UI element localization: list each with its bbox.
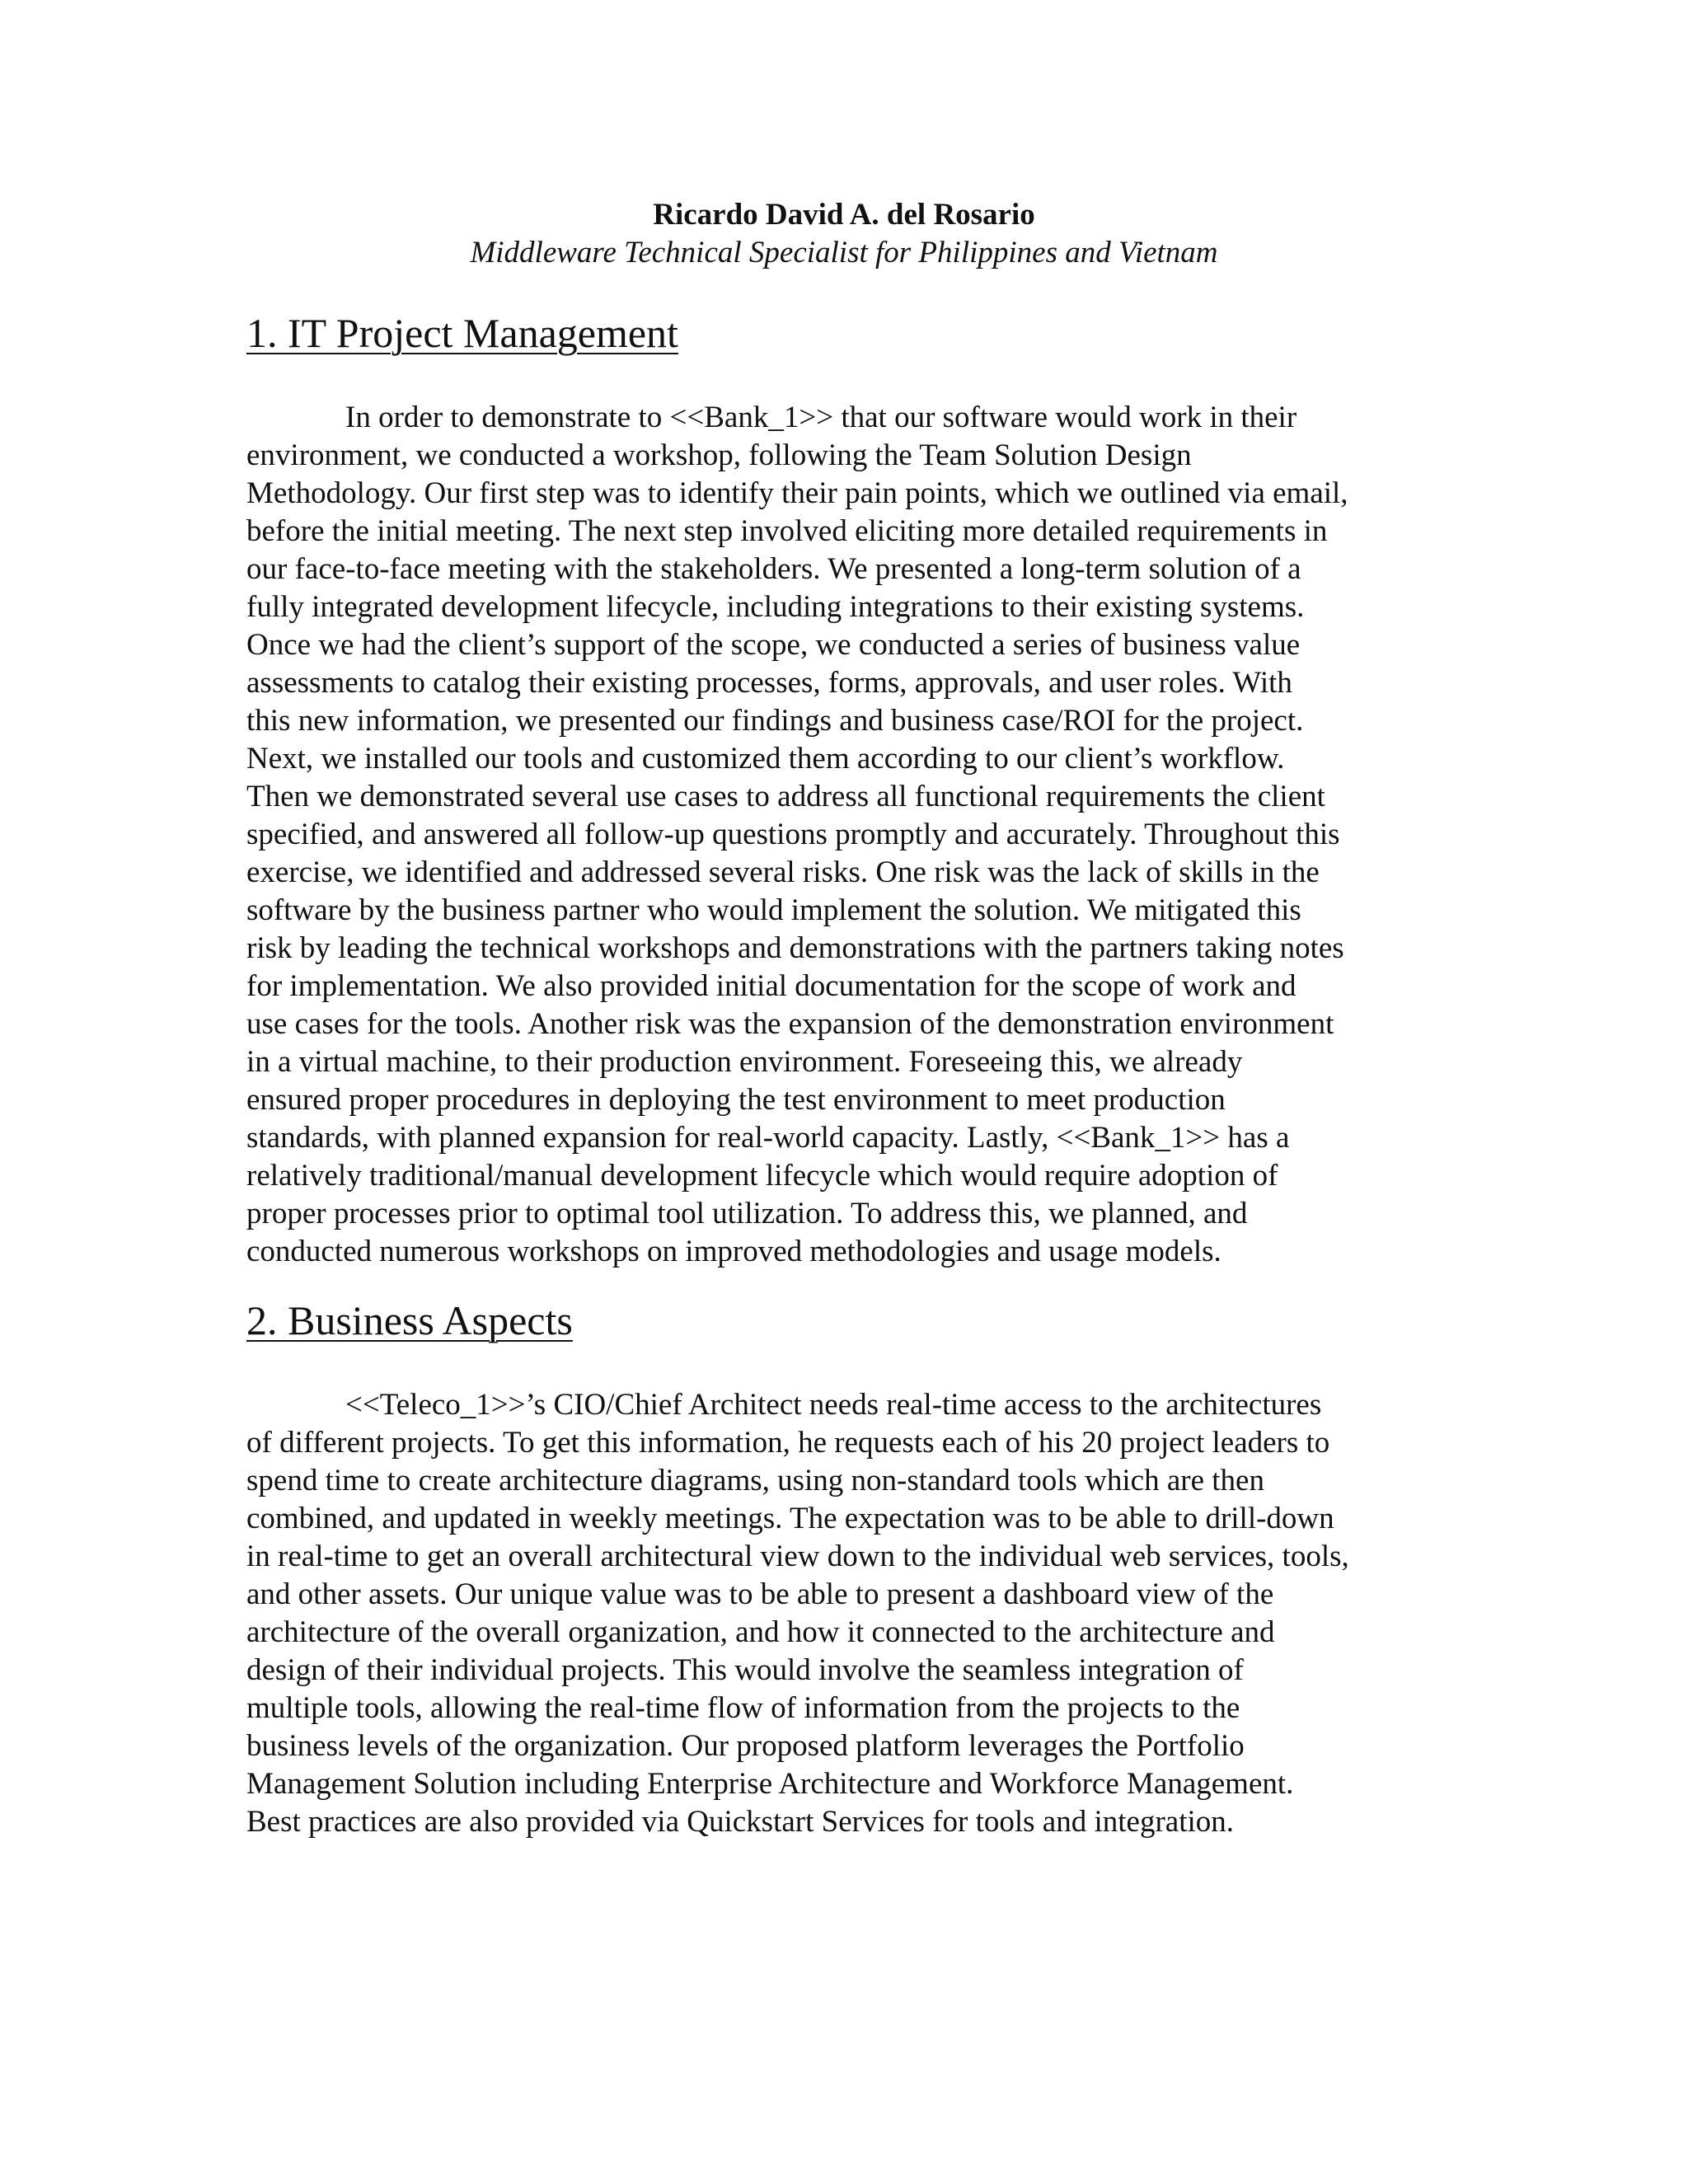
body-line: our face-to-face meeting with the stakeholders. We presented a long-term solution of a [246,552,1301,586]
body-line: fully integrated development lifecycle, including integrations to their existing systems. [246,590,1305,624]
body-line: design of their individual projects. This would involve the seamless integration of [246,1653,1244,1687]
body-line: use cases for the tools. Another risk was the expansion of the demonstration environment [246,1007,1334,1041]
body-line: Then we demonstrated several use cases to address all functional requirements the client [246,780,1325,813]
body-line: combined, and updated in weekly meetings. The expectation was to be able to drill-down [246,1502,1334,1535]
body-line: Once we had the client’s support of the scope, we conducted a series of business value [246,628,1301,662]
body-line: in real-time to get an overall architectural view down to the individual web services, tools, [246,1540,1349,1573]
body-line: Next, we installed our tools and customized them according to our client’s workflow. [246,742,1285,776]
section-body [246,399,1450,1271]
body-line: and other assets. Our unique value was to be able to present a dashboard view of the [246,1577,1274,1611]
section-heading: 2. Business Aspects [246,1297,573,1343]
body-line: proper processes prior to optimal tool utilization. To address this, we planned, and [246,1197,1248,1230]
body-line: specified, and answered all follow-up questions promptly and accurately. Throughout this [246,818,1340,851]
body-line: conducted numerous workshops on improved methodologies and usage models. [246,1235,1221,1268]
body-line: ensured proper procedures in deploying the test environment to meet production [246,1083,1226,1117]
body-line: <<Teleco_1>>’s CIO/Chief Architect needs real-time access to the architectures [345,1388,1322,1422]
section-heading: 1. IT Project Management [246,310,678,356]
author-name: Ricardo David A. del Rosario [653,198,1035,232]
section-business-aspects [246,1296,1450,1841]
section-body [246,1386,1450,1841]
body-line: in a virtual machine, to their production environment. Foreseeing this, we already [246,1045,1243,1079]
author-title: Middleware Technical Specialist for Philippines and Vietnam [470,236,1218,269]
body-line: Methodology. Our first step was to identify their pain points, which we outlined via email, [246,476,1348,510]
body-line: Management Solution including Enterprise Architecture and Workforce Management. [246,1767,1294,1801]
body-line: software by the business partner who would implement the solution. We mitigated this [246,893,1301,927]
body-line: assessments to catalog their existing processes, forms, approvals, and user roles. With [246,666,1292,700]
body-line: Best practices are also provided via Quickstart Services for tools and integration. [246,1805,1235,1839]
body-line: this new information, we presented our findings and business case/ROI for the project. [246,704,1304,738]
body-line: environment, we conducted a workshop, following the Team Solution Design [246,438,1192,472]
body-line: before the initial meeting. The next step involved eliciting more detailed requirements in [246,514,1328,548]
body-line: for implementation. We also provided initial documentation for the scope of work and [246,969,1296,1003]
body-line: relatively traditional/manual development lifecycle which would require adoption of [246,1159,1278,1193]
body-line: standards, with planned expansion for real-world capacity. Lastly, <<Bank_1>> has a [246,1121,1290,1155]
document-header [0,196,1688,272]
body-line: of different projects. To get this information, he requests each of his 20 project leaders to [246,1426,1330,1460]
body-line: risk by leading the technical workshops and demonstrations with the partners taking notes [246,931,1344,965]
body-line: business levels of the organization. Our proposed platform leverages the Portfolio [246,1729,1245,1763]
body-line: In order to demonstrate to <<Bank_1>> that our software would work in their [345,401,1297,434]
section-it-project-management [246,308,1450,1271]
body-line: exercise, we identified and addressed several risks. One risk was the lack of skills in the [246,855,1320,889]
body-line: multiple tools, allowing the real-time flow of information from the projects to the [246,1691,1240,1725]
body-line: spend time to create architecture diagrams, using non-standard tools which are then [246,1464,1264,1497]
body-line: architecture of the overall organization, and how it connected to the architecture and [246,1615,1275,1649]
